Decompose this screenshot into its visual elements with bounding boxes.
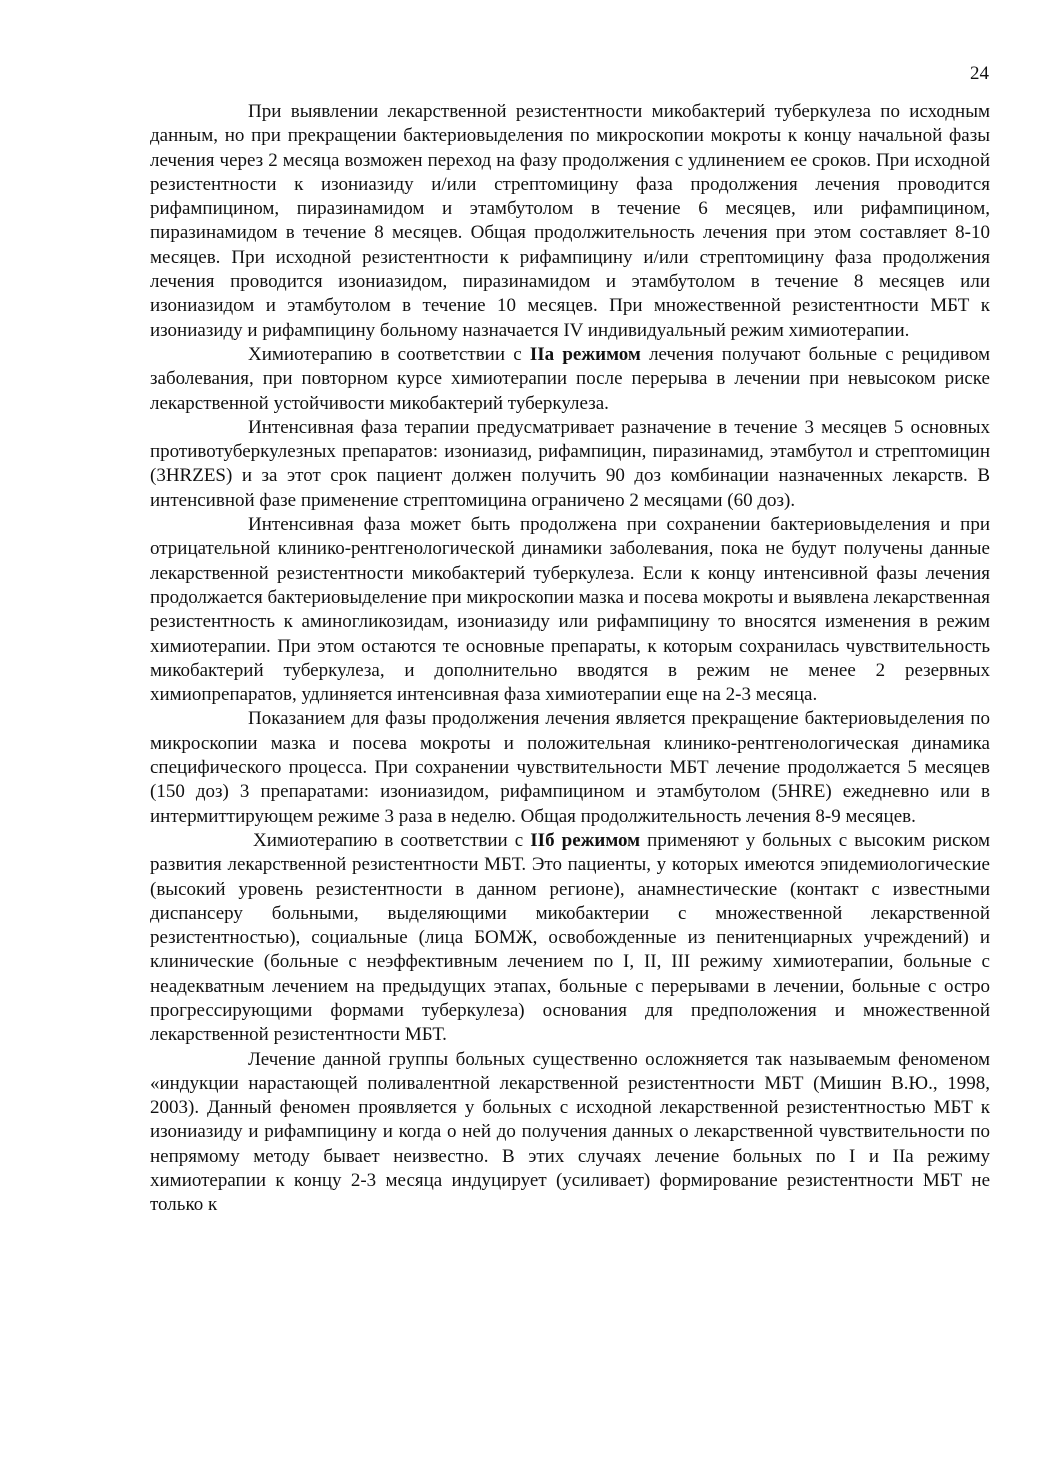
paragraph-regimen-2b-body: применяют у больных с высоким риском развития лекарственной резистентности МБТ. Это пациенты, у которых имеются эпидемиологические (высокий уровень резистентности в данном регионе), анамнестические (контакт с известными диспансеру больными, выделяющими микобактерии с множественной лекарственной резистентностью), социальные (лица БОМЖ, освобожденные из пенитенциарных учреждений) и клинические (больные с неэффективным лечением по I, II, III режиму химиотерапии, больные с неадекватным лечением на предыдущих этапах, больные с перерывами в лечении, больные с остро прогрессирующими формами туберкулеза) основания для предположения и множественной лекарственной резистентности МБТ. [150,829,990,1046]
paragraph-regimen-2a [150,343,990,416]
paragraph-regimen-2b [150,829,990,1048]
page-number: 24 [970,63,989,84]
document-body [150,100,990,1218]
paragraph-regimen-2a-intro: Химиотерапию в соответствии с [248,343,530,365]
paragraph-induction-phenomenon: Лечение данной группы больных существенно осложняется так называемым феноменом «индукции нарастающей поливалентной лекарственной резистентности МБТ (Мишин В.Ю., 1998, 2003). Данный феномен проявляется у больных с исходной лекарственной резистентностью МБТ к изониазиду и рифампицину и когда о ней до получения данных о лекарственной чувствительности по непрямому методу бывает неизвестно. В этих случаях лечение больных по I и IIа режиму химиотерапии к концу 2-3 месяца индуцирует (усиливает) формирование резистентности МБТ не только к [150,1048,990,1216]
regimen-2b-term: IIб режимом [530,829,641,851]
paragraph-regimen-2a-body: лечения получают больные с рецидивом заболевания, при повторном курсе химиотерапии после перерыва в лечении при невысоком риске лекарственной устойчивости микобактерий туберкулеза. [150,343,990,414]
paragraph-intensive-phase-extension: Интенсивная фаза может быть продолжена при сохранении бактериовыделения и при отрицательной клинико-рентгенологической динамики заболевания, пока не будут получены данные лекарственной резистентности микобактерий туберкулеза. Если к концу интенсивной фазы лечения продолжается бактериовыделение при микроскопии мазка и посева мокроты и выявлена лекарственная резистентность к аминогликозидам, изониазиду или рифампицину то вносятся изменения в режим химиотерапии. При этом остаются те основные препараты, к которым сохранилась чувствительность микобактерий туберкулеза, и дополнительно вводятся в режим не менее 2 резервных химиопрепаратов, удлиняется интенсивная фаза химиотерапии еще на 2-3 месяца. [150,514,990,706]
paragraph-regimen-2b-intro: Химиотерапию в соответствии с [253,829,531,851]
paragraph-intensive-phase: Интенсивная фаза терапии предусматривает разначение в течение 3 месяцев 5 основных противотуберкулезных препаратов: изониазид, рифампицин, пиразинамид, этамбутол и стрептомицин (3HRZES) и за этот срок пациент должен получить 90 доз комбинации назначенных лекарств. В интенсивной фазе применение стрептомицина ограничено 2 месяцами (60 доз). [150,416,990,511]
paragraph-resistance-continuation: При выявлении лекарственной резистентности микобактерий туберкулеза по исходным данным, но при прекращении бактериовыделения по микроскопии мокроты к концу начальной фазы лечения через 2 месяца возможен переход на фазу продолжения с удлинением ее сроков. При исходной резистентности к изониазиду и/или стрептомицину фаза продолжения лечения проводится рифампицином, пиразинамидом и этамбутолом в течение 6 месяцев, или рифампицином, пиразинамидом в течение 8 месяцев. Общая продолжительность лечения при этом составляет 8-10 месяцев. При исходной резистентности к рифампицину и/или стрептомицину фаза продолжения лечения проводится изониазидом, пиразинамидом и этамбутолом в течение 8 месяцев или изониазидом и этамбутолом в течение 10 месяцев. При множественной резистентности МБТ к изониазиду и рифампицину больному назначается IV индивидуальный режим химиотерапии. [150,101,990,341]
regimen-2a-term: IIа режимом [529,343,641,365]
paragraph-continuation-indication: Показанием для фазы продолжения лечения является прекращение бактериовыделения по микроскопии мазка и посева мокроты и положительная клинико-рентгенологическая динамика специфического процесса. При сохранении чувствительности МБТ лечение продолжается 5 месяцев (150 доз) 3 препаратами: изониазидом, рифампицином и этамбутолом (5HRE) ежедневно или в интермиттирующем режиме 3 раза в неделю. Общая продолжительность лечения 8-9 месяцев. [150,708,990,827]
